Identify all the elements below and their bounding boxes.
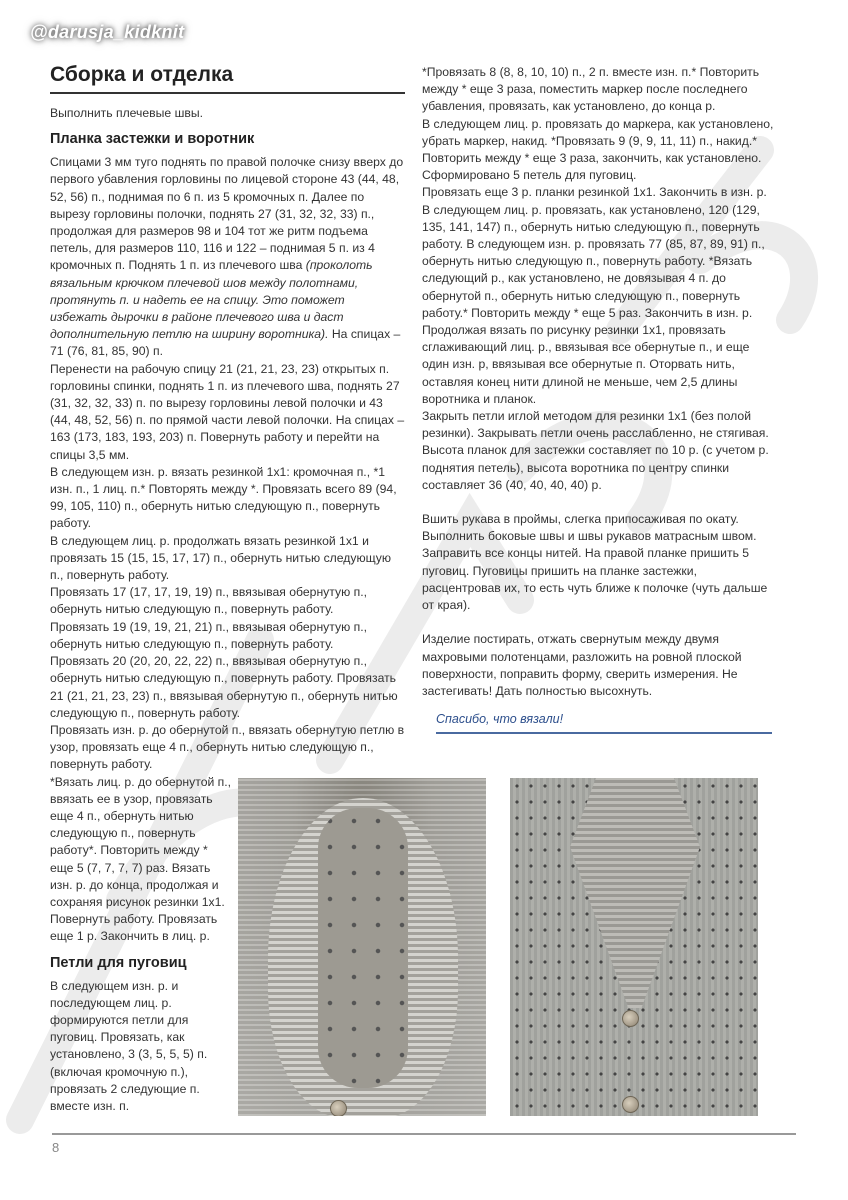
placket-paragraph-6: Провязать 19 (19, 19, 21, 21) п., ввязывая обернутую п., обернуть нитью следующую п., повернуть работу. [50, 619, 367, 651]
buttonholes-paragraph-1: В следующем изн. р. и последующем лиц. р. формируются петли для пуговиц. Провязать, как установлено, 3 (3, 5, 5, 5) п. (включая кромочную п.), провязать 2 следующие п. вместе изн. п. [50, 978, 208, 1113]
intro-text: Выполнить плечевые швы. [50, 106, 203, 120]
photo-v-neck [510, 778, 758, 1116]
placket-paragraph-9: *Вязать лиц. р. до обернутой п., ввязать ее в узор, провязать еще 4 п., обернуть нитью следующую п., повернуть работу*. Повторить между * еще 5 (7, 7, 7, 7) раз. Вязать изн. р. до конца, продолжая и сохраняя рисунок резинки 1х1. Повернуть работу. Провязать еще 1 р. Закончить в лиц. р. [50, 774, 232, 944]
placket-paragraph-3: В следующем изн. р. вязать резинкой 1х1: кромочная п., *1 изн. п., 1 лиц. п.* Повторять между *. Провязать всего 89 (94, 99, 105, 110) п., обернуть нитью следующую п., повернуть работу. [50, 464, 397, 531]
spacer [422, 614, 774, 631]
page-number: 8 [52, 1140, 60, 1155]
buttonholes-heading: Петли для пуговиц [50, 954, 187, 971]
right-paragraph-5: Закрыть петли иглой методом для резинки 1х1 (без полой резинки). Закрывать петли очень расслабленно, не стягивая. Высота планок для застежки составляет по 10 р. (с учетом р. поднятия петель), высота воротника по центру спинки составляет 36 (40, 40, 40, 40) р. [422, 409, 769, 492]
spacer [422, 494, 774, 511]
placket-paragraph-7: Провязать 20 (20, 20, 22, 22) п., ввязывая обернутую п., обернуть нитью следующую п., повернуть работу. Провязать 21 (21, 21, 23, 23) п., ввязывая обернутую п., обернуть нитью следующую п., повернуть работу. [50, 654, 398, 720]
placket-paragraph-8: Провязать изн. р. до обернутой п., ввязать обернутую петлю в узор, провязать еще 4 п., обернуть нитью следующую п., повернуть работу. [50, 722, 405, 772]
right-paragraph-2: В следующем лиц. р. провязать до маркера, как установлено, убрать маркер, накид. *Провязать 9 (9, 9, 11, 11) п., накид.* Повторить между * еще 3 раза, закончить, как установлено. Сформировано 5 петель для пуговиц. [422, 116, 774, 183]
photo-shawl-collar [238, 778, 486, 1116]
collar-shape [570, 778, 700, 1008]
right-paragraph-4: Продолжая вязать по рисунку резинки 1х1, провязать сглаживающий лиц. р., ввязывая все обернутые п., и еще один изн. р, ввязывая все обернутые п. Оторвать нить, оставляя конец нити длиной не меньше, чем 2,5 длины воротника и планок. [422, 323, 750, 406]
placket-paragraph-2: Перенести на рабочую спицу 21 (21, 21, 23, 23) открытых п. горловины спинки, поднять 1 п. из плечевого шва, поднять 27 (31, 32, 32, 33) п. по вырезу горловины левой полочки и 43 (44, 48, 52, 56) п. по прямой части левой полочки. На спицах – 163 (173, 183, 193, 203) п. Повернуть работу и перейти на спицы 3,5 мм. [50, 361, 405, 462]
placket-paragraph-1 [50, 154, 405, 360]
text-run: Спицами 3 мм туго поднять по правой полочке снизу вверх до первого убавления горловины по лицевой стороне 43 (44, 48, 52, 56) п., поднимая по 6 п. из 5 кромочных п. Далее по вырезу горловины полочки, поднять 27 (31, 32, 32, 33) п., продолжая для размеров 98 и 104 тот же ритм подъема петель, для размеров 110, 116 и 122 – поднимая 5 п. из 4 кромочных п. Поднять 1 п. из плечевого шва [50, 155, 404, 273]
right-paragraph-7: Изделие постирать, отжать свернутым между двумя махровыми полотенцами, разложить на ровной плоской поверхности, поправить форму, сверить измерения. Не застегивать! Дать полностью высохнуть. [422, 632, 742, 698]
placket-paragraph-5: Провязать 17 (17, 17, 19, 19) п., ввязывая обернутую п., обернуть нитью следующую п., повернуть работу. [50, 585, 367, 617]
placket-paragraph-4: В следующем лиц. р. продолжать вязать резинкой 1х1 и провязать 15 (15, 15, 17, 17) п., обернуть нитью следующую п., повернуть работу. [50, 533, 392, 583]
button-icon [330, 1100, 347, 1116]
thanks-note: Спасибо, что вязали! [436, 712, 772, 734]
right-paragraph-6: Вшить рукава в проймы, слегка припосаживая по окату. Выполнить боковые швы и швы рукавов матрасным швом. Заправить все концы нитей. На правой планке пришить 5 пуговиц. Пуговицы пришить на планке застежки, расцентровав их, то есть чуть ближе к полочке (чуть дальше от края). [422, 512, 768, 613]
text-run: На спицах – 71 (76, 81, 85, 90) п. [50, 327, 401, 359]
right-paragraph-1: *Провязать 8 (8, 8, 10, 10) п., 2 п. вместе изн. п.* Повторить между * еще 3 раза, поместить маркер после последнего убавления, провязать, как установлено, до конца р. [422, 65, 760, 114]
button-icon [622, 1010, 639, 1027]
button-icon [622, 1096, 639, 1113]
section-title: Сборка и отделка [50, 62, 405, 94]
placket-heading: Планка застежки и воротник [50, 131, 255, 148]
right-column [422, 64, 774, 734]
eyelet-panel [318, 808, 408, 1088]
footer-divider [52, 1133, 796, 1135]
right-paragraph-3: Провязать еще 3 р. планки резинкой 1х1. Закончить в изн. р. В следующем лиц. р. провязать, как установлено, 120 (129, 135, 141, 147) п., обернуть нитью следующую п., повернуть работу. В следующем изн. р. провязать 77 (85, 87, 89, 91) п., обернуть нитью следующую п., повернуть работу. *Вязать следующий р., как установлено, не довязывая 4 п. до обернутой п., обернуть нитью следующую п., повернуть работу.* Повторить между * еще 5 раз. Закончить в изн. р. [422, 185, 767, 320]
italic-note: (проколоть вязальным крючком плечевой шов между полотнами, протянуть п. и надеть ее на спицу. Это поможет избежать дырочки в районе плечевого шва и даст дополнительную петлю на ширину воротника). [50, 258, 373, 342]
watermark-handle: @darusja_kidknit [30, 22, 185, 42]
